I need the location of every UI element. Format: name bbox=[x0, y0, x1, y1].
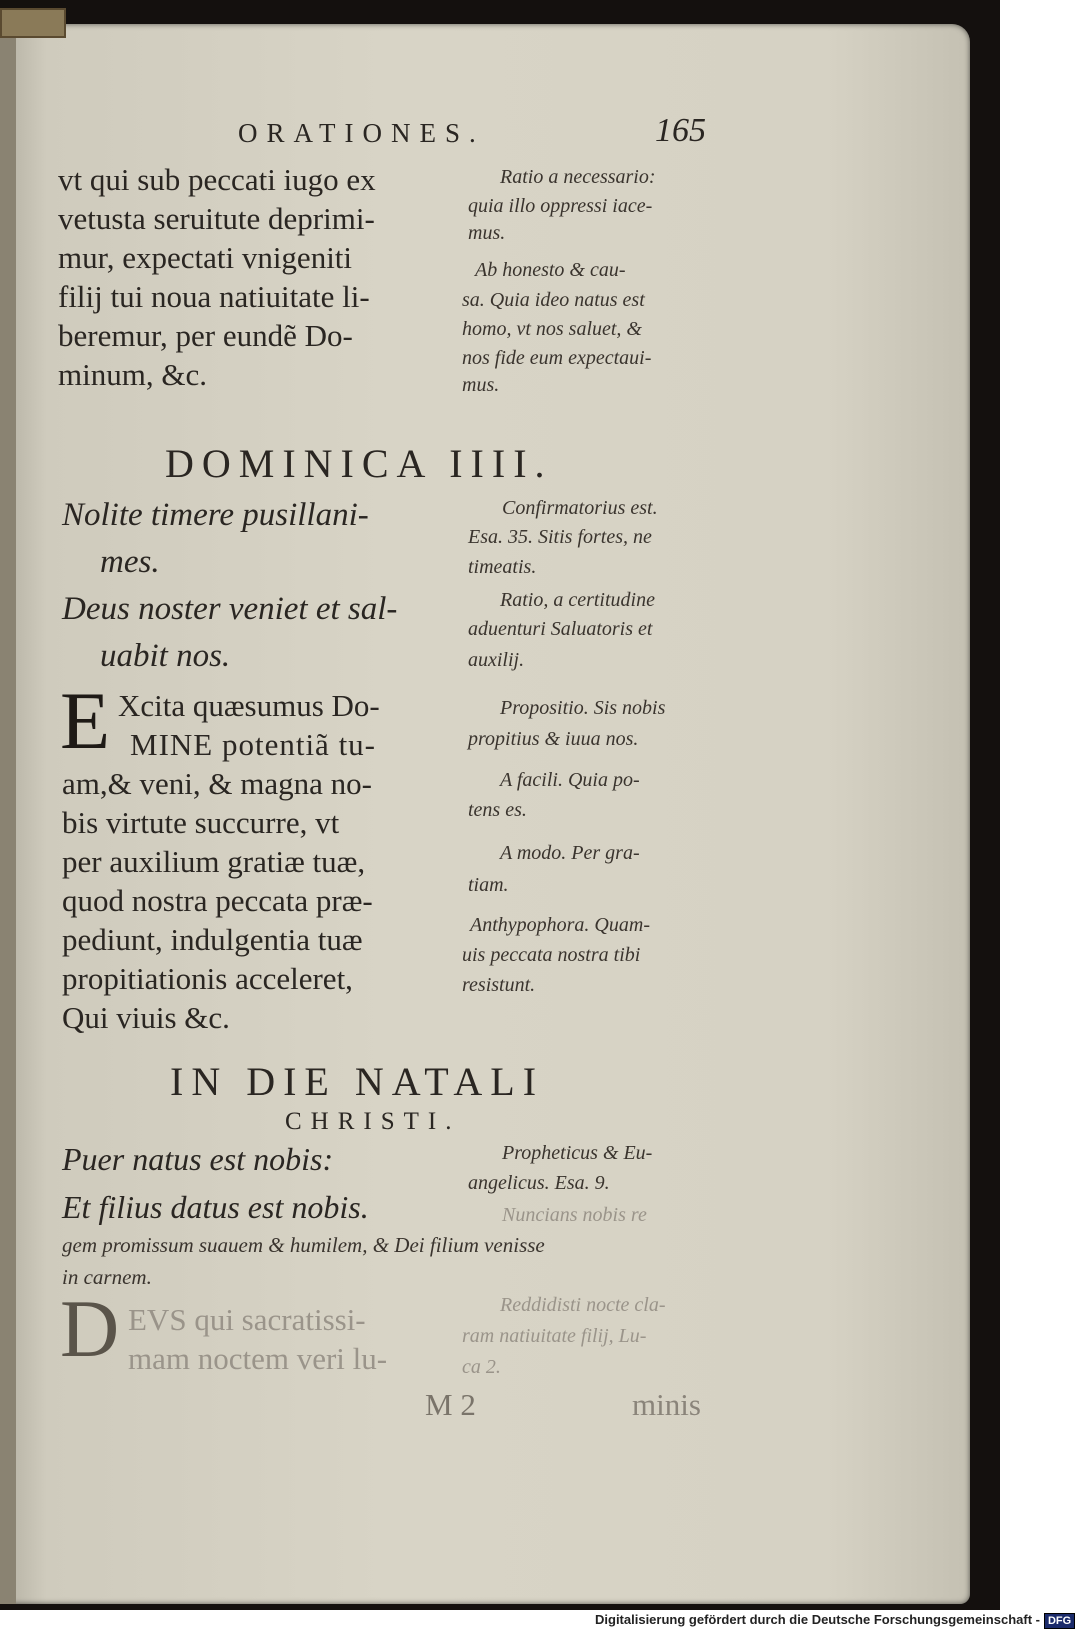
margin-note: A modo. Per gra- bbox=[500, 842, 640, 864]
verse-line: uabit nos. bbox=[100, 638, 231, 674]
text-line: minum, &c. bbox=[58, 357, 207, 392]
text-line: vt qui sub peccati iugo ex bbox=[58, 162, 376, 197]
dfg-logo: DFG bbox=[1044, 1613, 1075, 1629]
text-line: per auxilium gratiæ tuæ, bbox=[62, 844, 366, 879]
margin-note: Nuncians nobis re bbox=[502, 1204, 647, 1226]
margin-note: Propositio. Sis nobis bbox=[500, 697, 666, 719]
margin-note: Ab honesto & cau- bbox=[475, 259, 626, 281]
text-line: mur, expectati vnigeniti bbox=[58, 240, 353, 275]
text-line: am,& veni, & magna no- bbox=[62, 766, 372, 801]
margin-note: auxilij. bbox=[468, 649, 525, 671]
margin-note: Propheticus & Eu- bbox=[502, 1142, 653, 1164]
section-title: DOMINICA IIII. bbox=[165, 441, 553, 486]
text-line: beremur, per eundẽ Do- bbox=[58, 318, 353, 353]
margin-note: sa. Quia ideo natus est bbox=[462, 289, 645, 311]
signature-mark: M 2 bbox=[425, 1387, 476, 1422]
margin-note: nos fide eum expectaui- bbox=[462, 347, 652, 369]
running-title: ORATIONES. bbox=[238, 118, 485, 148]
margin-note: propitius & iuua nos. bbox=[468, 728, 639, 750]
text-line: pediunt, indulgentia tuæ bbox=[62, 922, 363, 957]
text-line: bis virtute succurre, vt bbox=[62, 805, 340, 840]
text-line: Qui viuis &c. bbox=[62, 1000, 230, 1035]
margin-note: angelicus. Esa. 9. bbox=[468, 1172, 610, 1194]
page-edge bbox=[0, 24, 16, 1604]
margin-note: resistunt. bbox=[462, 974, 536, 996]
initial-capital: E bbox=[60, 675, 111, 766]
text-line: Xcita quæsumus Do- bbox=[118, 688, 380, 723]
text-line: quod nostra peccata præ- bbox=[62, 883, 373, 918]
verse-line: Deus noster veniet et sal- bbox=[62, 591, 398, 627]
text-line: vetusta seruitute deprimi- bbox=[58, 201, 375, 236]
margin-note: Confirmatorius est. bbox=[502, 497, 658, 519]
text-line: propitiationis acceleret, bbox=[62, 961, 353, 996]
margin-note: mus. bbox=[462, 374, 500, 396]
margin-note: Anthypophora. Quam- bbox=[470, 914, 650, 936]
verse-line: Puer natus est nobis: bbox=[62, 1141, 334, 1177]
bookmark-tab bbox=[0, 8, 66, 38]
attribution-line bbox=[595, 1612, 1075, 1629]
margin-note: timeatis. bbox=[468, 556, 537, 578]
margin-note: tiam. bbox=[468, 874, 509, 896]
attribution-text: Digitalisierung gefördert durch die Deutsche Forschungsgemeinschaft - bbox=[595, 1612, 1040, 1627]
verse-continuation: in carnem. bbox=[62, 1265, 152, 1289]
margin-note: uis peccata nostra tibi bbox=[462, 944, 641, 966]
verse-line: mes. bbox=[100, 544, 160, 580]
margin-note: Esa. 35. Sitis fortes, ne bbox=[468, 526, 652, 548]
margin-note: Reddidisti nocte cla- bbox=[500, 1294, 666, 1316]
initial-capital: D bbox=[60, 1283, 120, 1374]
margin-note: mus. bbox=[468, 222, 506, 244]
margin-note: quia illo oppressi iace- bbox=[468, 195, 653, 217]
margin-note: ram natiuitate filij, Lu- bbox=[462, 1325, 647, 1347]
section-subtitle: CHRISTI. bbox=[285, 1108, 461, 1135]
margin-note: ca 2. bbox=[462, 1356, 501, 1378]
text-line: mam noctem veri lu- bbox=[128, 1341, 388, 1376]
margin-note: homo, vt nos saluet, & bbox=[462, 318, 642, 340]
margin-note: aduenturi Saluatoris et bbox=[468, 618, 653, 640]
margin-note: Ratio, a certitudine bbox=[500, 589, 655, 611]
text-line: filij tui noua natiuitate li- bbox=[58, 279, 370, 314]
verse-line: Et filius datus est nobis. bbox=[62, 1189, 369, 1225]
margin-note: A facili. Quia po- bbox=[500, 769, 640, 791]
verse-line: Nolite timere pusillani- bbox=[62, 497, 369, 533]
text-line: MINE potentiã tu- bbox=[130, 727, 377, 762]
text-line: EVS qui sacratissi- bbox=[128, 1302, 366, 1337]
margin-note: tens es. bbox=[468, 799, 527, 821]
verse-continuation: gem promissum suauem & humilem, & Dei filium venisse bbox=[62, 1233, 545, 1257]
margin-note: Ratio a necessario: bbox=[500, 166, 656, 188]
section-title: IN DIE NATALI bbox=[170, 1059, 545, 1104]
page-number: 165 bbox=[655, 112, 706, 149]
catchword: minis bbox=[632, 1387, 701, 1422]
